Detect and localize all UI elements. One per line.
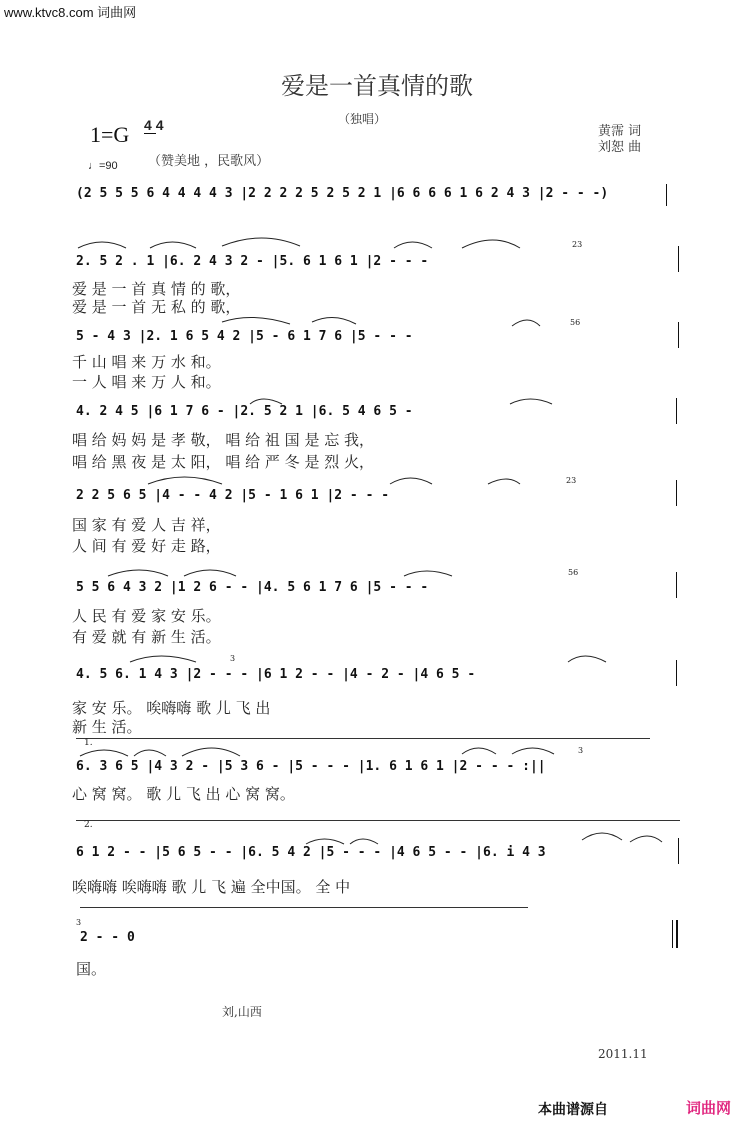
- marker-c-2: 3: [578, 746, 584, 755]
- time-top: 4: [144, 117, 152, 133]
- system-4-lyric-1: 国 家 有 爱 人 吉 祥，: [72, 516, 221, 534]
- marker-c-3: 3: [76, 918, 82, 927]
- marker-a-2: 23: [566, 476, 577, 485]
- system-7-lyric-1: 心 窝 窝。 歌 儿 飞 出 心 窝 窝。: [72, 785, 295, 803]
- brand-logo[interactable]: 词曲网: [686, 1100, 732, 1117]
- marker-b: 56: [570, 318, 581, 327]
- source-label: 本曲谱源自: [538, 1101, 608, 1117]
- transcription-date: 2011.11: [598, 1047, 648, 1061]
- site-url[interactable]: www.ktvc8.com 词曲网: [4, 5, 137, 20]
- system-8-lyric-1: 唉嗨嗨 唉嗨嗨 歌 儿 飞 遍 全中国。 全 中: [72, 878, 351, 896]
- system-5-lyric-1: 人 民 有 爱 家 安 乐。: [72, 607, 221, 625]
- tempo-marking: ♩=90: [88, 160, 118, 172]
- system-0-notes: (2 5 5 5 6 4 4 4 4 3 |2 2 2 2 5 2 5 2 1 |6 6 6 6 1 6 2 4 3 |2 - - -): [76, 186, 609, 201]
- system-5-lyric-2: 有 爱 就 有 新 生 活。: [72, 628, 221, 646]
- system-5-notes: 5 5 6 4 3 2 |1 2 6 - - |4. 5 6 1 7 6 |5 - - -: [76, 580, 429, 595]
- system-2-lyric-1: 千 山 唱 来 万 水 和。: [72, 353, 221, 371]
- system-6-lyric-1: 家 安 乐。 唉嗨嗨 歌 儿 飞 出: [72, 699, 271, 717]
- key-signature: 1=G: [90, 122, 130, 147]
- time-bottom: 4: [155, 117, 164, 133]
- system-2-lyric-2: 一 人 唱 来 万 人 和。: [72, 373, 221, 391]
- system-9-notes: 2 - - 0: [80, 930, 135, 945]
- system-1-lyric-1: 爱 是 一 首 真 情 的 歌，: [72, 280, 241, 298]
- system-6-notes: 4. 5 6. 1 4 3 |2 - - - |6 1 2 - - |4 - 2 - |4 6 5 -: [76, 667, 476, 682]
- system-3-notes: 4. 2 4 5 |6 1 7 6 - |2. 5 2 1 |6. 5 4 6 5 -: [76, 404, 413, 419]
- volta-second: 2.: [84, 820, 93, 830]
- system-2-notes: 5 - 4 3 |2. 1 6 5 4 2 |5 - 6 1 7 6 |5 - - -: [76, 329, 413, 344]
- song-title: 爱是一首真情的歌: [281, 72, 473, 100]
- system-7-notes: 6. 3 6 5 |4 3 2 - |5 3 6 - |5 - - - |1. 6 1 6 1 |2 - - - :||: [76, 759, 546, 774]
- system-9-lyric-1: 国。: [76, 960, 107, 978]
- system-4-lyric-2: 人 间 有 爱 好 走 路，: [72, 537, 221, 555]
- transcriber-note: 刘,山西: [222, 1005, 262, 1019]
- system-8-notes: 6 1 2 - - |5 6 5 - - |6. 5 4 2 |5 - - - |4 6 5 - - |6. i 4 3: [76, 845, 546, 860]
- performance-mood: （赞美地 ，民歌风）: [148, 154, 270, 169]
- system-1-notes: 2. 5 2 . 1 |6. 2 4 3 2 - |5. 6 1 6 1 |2 - - -: [76, 254, 429, 269]
- marker-a: 23: [572, 240, 583, 249]
- system-3-lyric-1: 唱 给 妈 妈 是 孝 敬， 唱 给 祖 国 是 忘 我，: [72, 431, 374, 449]
- volta-first: 1.: [84, 738, 93, 748]
- system-3-lyric-2: 唱 给 黑 夜 是 太 阳， 唱 给 严 冬 是 烈 火，: [72, 453, 374, 471]
- system-6-lyric-2: 新 生 活。: [72, 718, 142, 736]
- composer-credit: 刘恕 曲: [598, 140, 642, 155]
- marker-c: 3: [230, 654, 236, 663]
- system-1-lyric-2: 爱 是 一 首 无 私 的 歌，: [72, 298, 241, 316]
- system-4-notes: 2 2 5 6 5 |4 - - 4 2 |5 - 1 6 1 |2 - - -: [76, 488, 390, 503]
- song-subtitle: （独唱）: [338, 112, 387, 126]
- lyricist-credit: 黄霈 词: [598, 124, 642, 139]
- marker-b-2: 56: [568, 568, 579, 577]
